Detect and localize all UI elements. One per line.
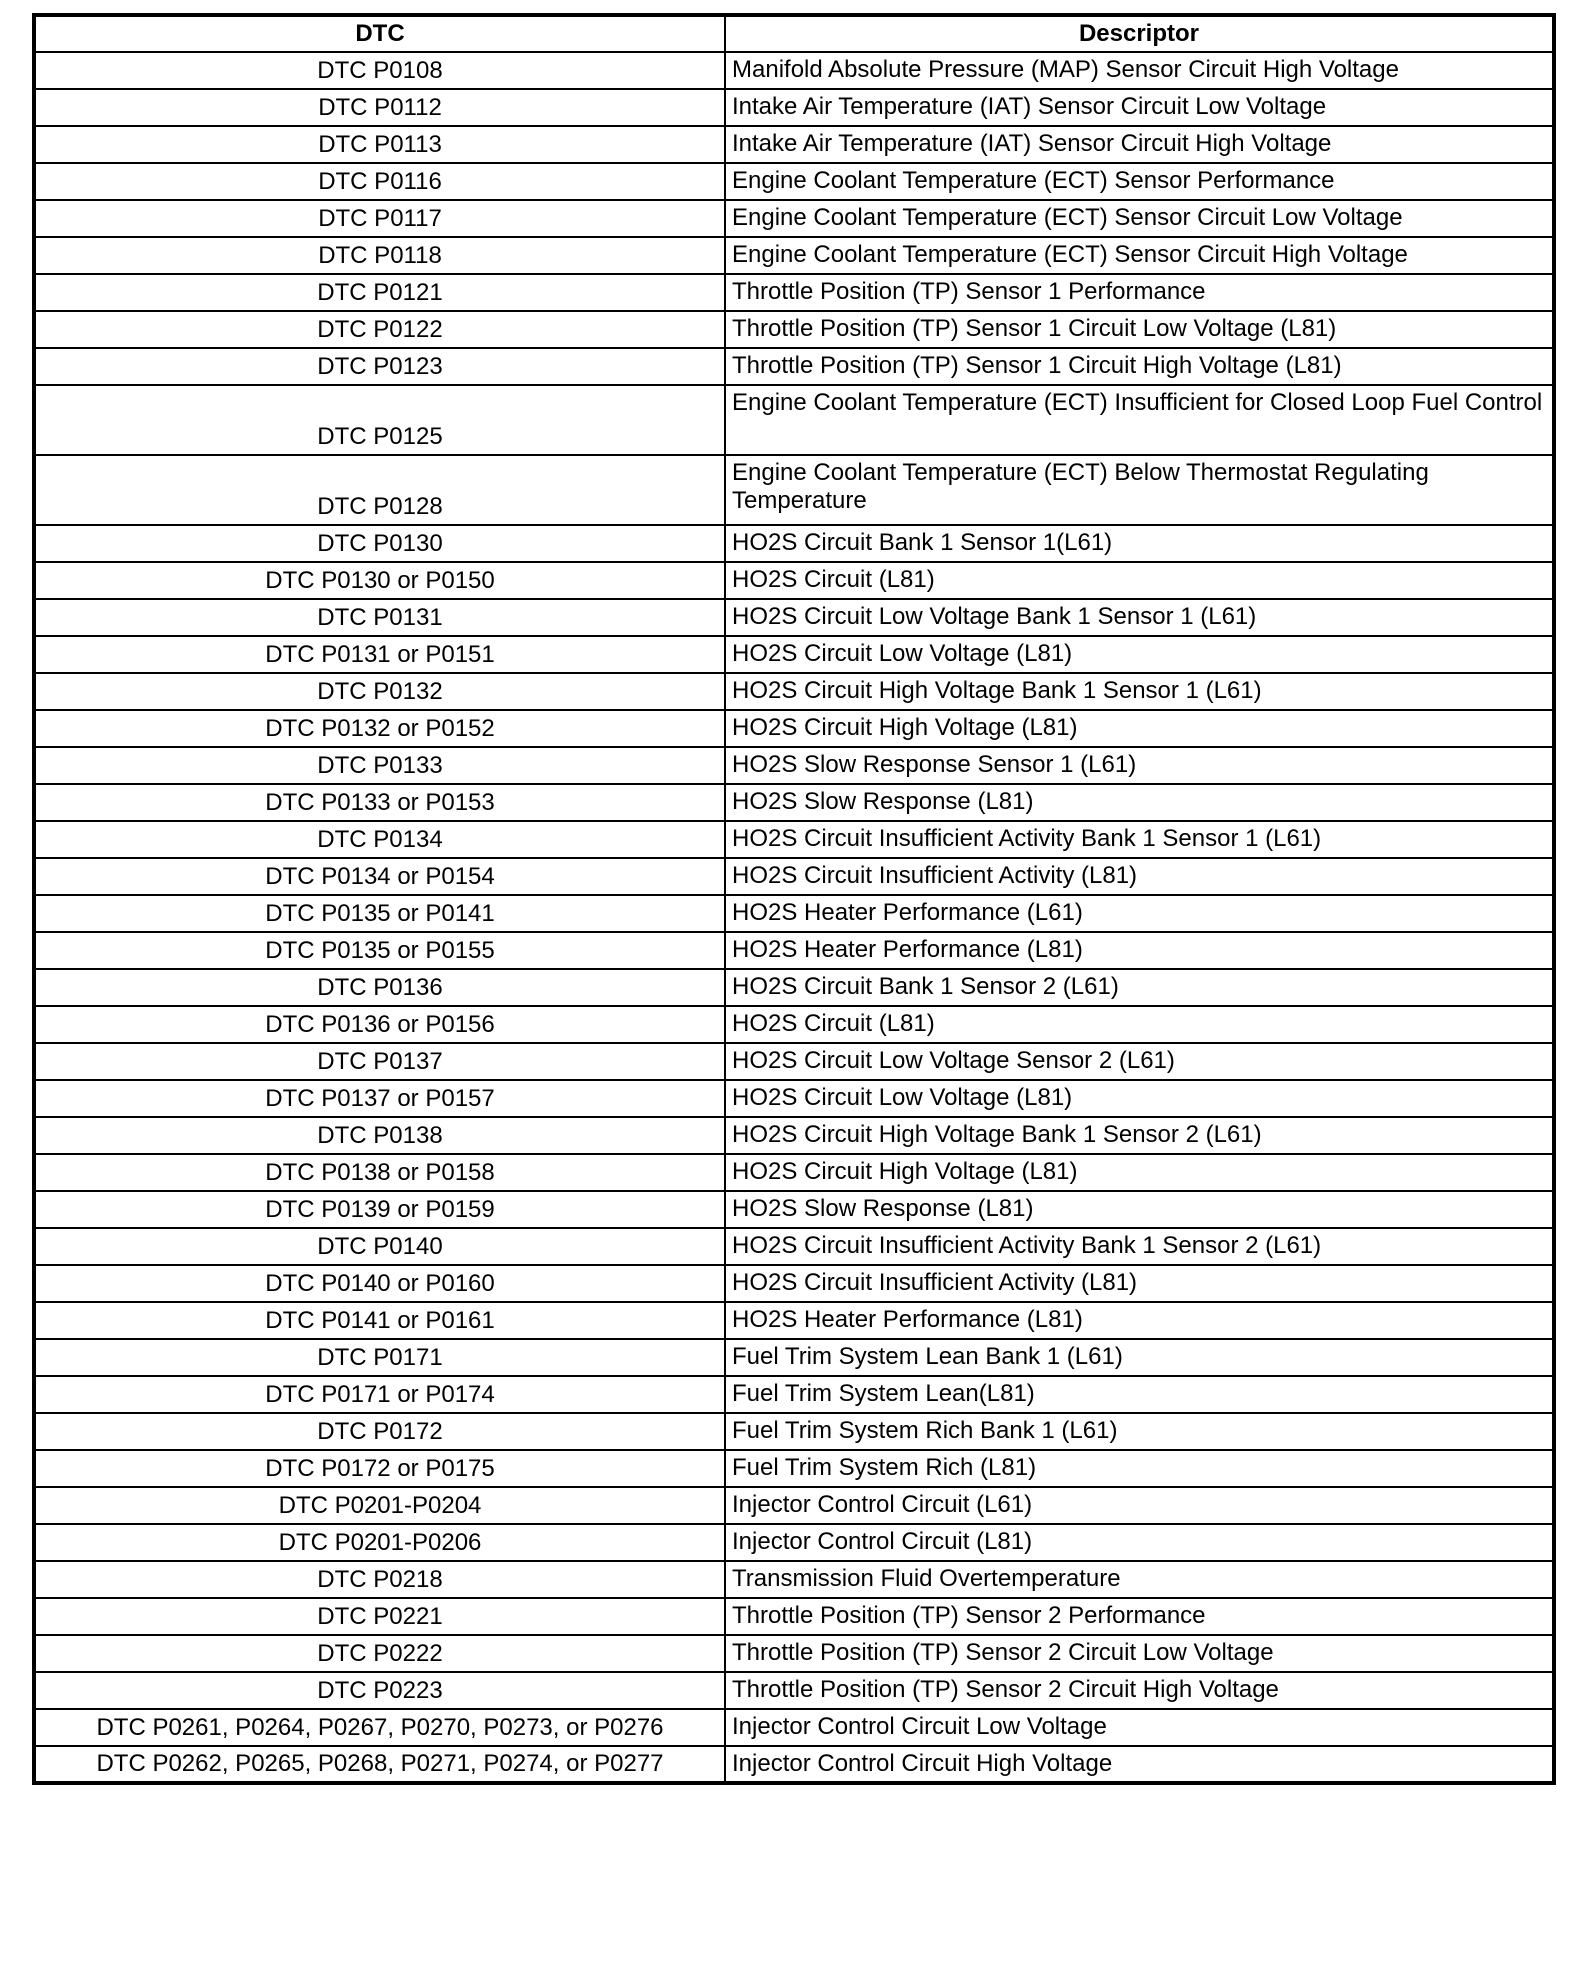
descriptor-cell: HO2S Circuit Bank 1 Sensor 1(L61) — [725, 525, 1554, 562]
table-row — [34, 1746, 1554, 1783]
header-descriptor: Descriptor — [725, 15, 1554, 52]
dtc-code-cell: DTC P0125 — [34, 385, 725, 455]
dtc-code-cell: DTC P0134 — [34, 821, 725, 858]
descriptor-cell: HO2S Heater Performance (L81) — [725, 1302, 1554, 1339]
dtc-code-cell: DTC P0133 — [34, 747, 725, 784]
dtc-code-cell: DTC P0132 or P0152 — [34, 710, 725, 747]
table-row — [34, 126, 1554, 163]
table-row — [34, 710, 1554, 747]
dtc-code-cell: DTC P0131 — [34, 599, 725, 636]
dtc-code-cell: DTC P0136 — [34, 969, 725, 1006]
dtc-code-cell: DTC P0261, P0264, P0267, P0270, P0273, or P0276 — [34, 1709, 725, 1746]
descriptor-cell: Intake Air Temperature (IAT) Sensor Circuit High Voltage — [725, 126, 1554, 163]
table-row — [34, 274, 1554, 311]
dtc-code-cell: DTC P0138 — [34, 1117, 725, 1154]
dtc-code-cell: DTC P0262, P0265, P0268, P0271, P0274, or P0277 — [34, 1746, 725, 1783]
descriptor-cell: HO2S Circuit Low Voltage (L81) — [725, 1080, 1554, 1117]
dtc-code-cell: DTC P0116 — [34, 163, 725, 200]
table-row — [34, 636, 1554, 673]
table-row — [34, 673, 1554, 710]
table-row — [34, 385, 1554, 455]
descriptor-cell: HO2S Circuit (L81) — [725, 562, 1554, 599]
dtc-code-cell: DTC P0201-P0204 — [34, 1487, 725, 1524]
header-dtc: DTC — [34, 15, 725, 52]
table-row — [34, 1635, 1554, 1672]
table-row — [34, 52, 1554, 89]
descriptor-cell: HO2S Slow Response (L81) — [725, 1191, 1554, 1228]
descriptor-cell: Injector Control Circuit (L61) — [725, 1487, 1554, 1524]
dtc-code-cell: DTC P0172 or P0175 — [34, 1450, 725, 1487]
dtc-code-cell: DTC P0141 or P0161 — [34, 1302, 725, 1339]
descriptor-cell: Fuel Trim System Rich Bank 1 (L61) — [725, 1413, 1554, 1450]
descriptor-cell: Injector Control Circuit Low Voltage — [725, 1709, 1554, 1746]
descriptor-cell: Throttle Position (TP) Sensor 2 Circuit Low Voltage — [725, 1635, 1554, 1672]
table-row — [34, 858, 1554, 895]
table-row — [34, 89, 1554, 126]
dtc-code-cell: DTC P0221 — [34, 1598, 725, 1635]
descriptor-cell: Intake Air Temperature (IAT) Sensor Circuit Low Voltage — [725, 89, 1554, 126]
dtc-code-cell: DTC P0123 — [34, 348, 725, 385]
table-row — [34, 311, 1554, 348]
descriptor-cell: Engine Coolant Temperature (ECT) Sensor Performance — [725, 163, 1554, 200]
descriptor-cell: HO2S Circuit Insufficient Activity (L81) — [725, 858, 1554, 895]
dtc-code-cell: DTC P0134 or P0154 — [34, 858, 725, 895]
dtc-code-cell: DTC P0130 or P0150 — [34, 562, 725, 599]
dtc-code-cell: DTC P0132 — [34, 673, 725, 710]
descriptor-cell: HO2S Circuit (L81) — [725, 1006, 1554, 1043]
table-row — [34, 1339, 1554, 1376]
descriptor-cell: Throttle Position (TP) Sensor 2 Circuit High Voltage — [725, 1672, 1554, 1709]
descriptor-cell: Fuel Trim System Rich (L81) — [725, 1450, 1554, 1487]
descriptor-cell: Fuel Trim System Lean(L81) — [725, 1376, 1554, 1413]
descriptor-cell: Engine Coolant Temperature (ECT) Below Thermostat Regulating Temperature — [725, 455, 1554, 525]
dtc-code-cell: DTC P0118 — [34, 237, 725, 274]
table-row — [34, 932, 1554, 969]
descriptor-cell: Throttle Position (TP) Sensor 1 Performance — [725, 274, 1554, 311]
dtc-code-cell: DTC P0112 — [34, 89, 725, 126]
dtc-code-cell: DTC P0140 — [34, 1228, 725, 1265]
descriptor-cell: HO2S Circuit Insufficient Activity (L81) — [725, 1265, 1554, 1302]
descriptor-cell: HO2S Circuit Low Voltage Bank 1 Sensor 1 (L61) — [725, 599, 1554, 636]
descriptor-cell: Manifold Absolute Pressure (MAP) Sensor Circuit High Voltage — [725, 52, 1554, 89]
table-row — [34, 599, 1554, 636]
table-row — [34, 1672, 1554, 1709]
dtc-code-cell: DTC P0171 or P0174 — [34, 1376, 725, 1413]
dtc-code-cell: DTC P0171 — [34, 1339, 725, 1376]
dtc-code-cell: DTC P0222 — [34, 1635, 725, 1672]
dtc-code-cell: DTC P0218 — [34, 1561, 725, 1598]
descriptor-cell: Engine Coolant Temperature (ECT) Sensor Circuit High Voltage — [725, 237, 1554, 274]
table-header-row — [34, 15, 1554, 52]
descriptor-cell: Engine Coolant Temperature (ECT) Insufficient for Closed Loop Fuel Control — [725, 385, 1554, 455]
table-row — [34, 1265, 1554, 1302]
descriptor-cell: HO2S Circuit Insufficient Activity Bank 1 Sensor 1 (L61) — [725, 821, 1554, 858]
descriptor-cell: HO2S Circuit Insufficient Activity Bank 1 Sensor 2 (L61) — [725, 1228, 1554, 1265]
dtc-code-cell: DTC P0172 — [34, 1413, 725, 1450]
descriptor-cell: Throttle Position (TP) Sensor 1 Circuit High Voltage (L81) — [725, 348, 1554, 385]
table-row — [34, 747, 1554, 784]
dtc-code-cell: DTC P0223 — [34, 1672, 725, 1709]
dtc-code-cell: DTC P0138 or P0158 — [34, 1154, 725, 1191]
table-row — [34, 1413, 1554, 1450]
table-row — [34, 1302, 1554, 1339]
dtc-code-cell: DTC P0108 — [34, 52, 725, 89]
descriptor-cell: HO2S Circuit Low Voltage (L81) — [725, 636, 1554, 673]
table-row — [34, 455, 1554, 525]
dtc-code-cell: DTC P0131 or P0151 — [34, 636, 725, 673]
dtc-code-cell: DTC P0113 — [34, 126, 725, 163]
descriptor-cell: Fuel Trim System Lean Bank 1 (L61) — [725, 1339, 1554, 1376]
table-row — [34, 784, 1554, 821]
table-row — [34, 1006, 1554, 1043]
descriptor-cell: Transmission Fluid Overtemperature — [725, 1561, 1554, 1598]
dtc-code-cell: DTC P0128 — [34, 455, 725, 525]
descriptor-cell: HO2S Circuit Bank 1 Sensor 2 (L61) — [725, 969, 1554, 1006]
dtc-code-cell: DTC P0121 — [34, 274, 725, 311]
table-row — [34, 1450, 1554, 1487]
table-row — [34, 1598, 1554, 1635]
descriptor-cell: HO2S Circuit Low Voltage Sensor 2 (L61) — [725, 1043, 1554, 1080]
table-row — [34, 1117, 1554, 1154]
descriptor-cell: HO2S Slow Response (L81) — [725, 784, 1554, 821]
dtc-code-cell: DTC P0122 — [34, 311, 725, 348]
descriptor-cell: HO2S Circuit High Voltage Bank 1 Sensor 2 (L61) — [725, 1117, 1554, 1154]
table-row — [34, 1043, 1554, 1080]
dtc-code-cell: DTC P0140 or P0160 — [34, 1265, 725, 1302]
dtc-code-cell: DTC P0139 or P0159 — [34, 1191, 725, 1228]
dtc-code-cell: DTC P0137 or P0157 — [34, 1080, 725, 1117]
table-row — [34, 1561, 1554, 1598]
table-row — [34, 237, 1554, 274]
descriptor-cell: Injector Control Circuit High Voltage — [725, 1746, 1554, 1783]
dtc-code-cell: DTC P0135 or P0141 — [34, 895, 725, 932]
table-row — [34, 1080, 1554, 1117]
dtc-code-cell: DTC P0137 — [34, 1043, 725, 1080]
descriptor-cell: HO2S Slow Response Sensor 1 (L61) — [725, 747, 1554, 784]
descriptor-cell: Injector Control Circuit (L81) — [725, 1524, 1554, 1561]
descriptor-cell: Engine Coolant Temperature (ECT) Sensor Circuit Low Voltage — [725, 200, 1554, 237]
dtc-code-cell: DTC P0117 — [34, 200, 725, 237]
dtc-code-cell: DTC P0136 or P0156 — [34, 1006, 725, 1043]
table-row — [34, 1228, 1554, 1265]
table-row — [34, 562, 1554, 599]
dtc-code-cell: DTC P0133 or P0153 — [34, 784, 725, 821]
dtc-code-cell: DTC P0135 or P0155 — [34, 932, 725, 969]
dtc-code-cell: DTC P0201-P0206 — [34, 1524, 725, 1561]
table-row — [34, 1709, 1554, 1746]
table-row — [34, 1524, 1554, 1561]
table-row — [34, 969, 1554, 1006]
table-body — [34, 52, 1554, 1783]
descriptor-cell: HO2S Circuit High Voltage (L81) — [725, 1154, 1554, 1191]
table-row — [34, 348, 1554, 385]
table-row — [34, 821, 1554, 858]
table-row — [34, 1487, 1554, 1524]
descriptor-cell: Throttle Position (TP) Sensor 1 Circuit Low Voltage (L81) — [725, 311, 1554, 348]
descriptor-cell: HO2S Heater Performance (L61) — [725, 895, 1554, 932]
table-row — [34, 1376, 1554, 1413]
table-row — [34, 1154, 1554, 1191]
table-row — [34, 200, 1554, 237]
table-row — [34, 1191, 1554, 1228]
descriptor-cell: HO2S Circuit High Voltage (L81) — [725, 710, 1554, 747]
table-row — [34, 163, 1554, 200]
descriptor-cell: HO2S Circuit High Voltage Bank 1 Sensor 1 (L61) — [725, 673, 1554, 710]
descriptor-cell: Throttle Position (TP) Sensor 2 Performance — [725, 1598, 1554, 1635]
table-row — [34, 895, 1554, 932]
descriptor-cell: HO2S Heater Performance (L81) — [725, 932, 1554, 969]
table-row — [34, 525, 1554, 562]
dtc-table — [32, 13, 1556, 1785]
dtc-code-cell: DTC P0130 — [34, 525, 725, 562]
